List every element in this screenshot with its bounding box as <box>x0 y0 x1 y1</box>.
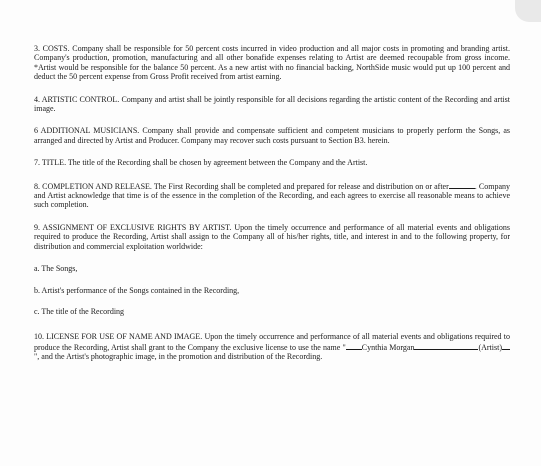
section-assignment: 9. ASSIGNMENT OF EXCLUSIVE RIGHTS BY ARTIST. Upon the timely occurrence and performance of all material events and obligations required to produce the Recording, Artist shall assign to the Company all of his/her rights, title, and interest in and to the following property, for distribution and commercial exploitation worldwide: <box>34 222 510 251</box>
name-blank-end <box>502 342 510 350</box>
name-blank-left <box>346 342 362 350</box>
completion-text-before: 8. COMPLETION AND RELEASE. The First Recording shall be completed and prepared for release and distribution on or after <box>34 181 449 191</box>
contract-text <box>34 44 510 375</box>
license-text-after: ", and the Artist's photographic image, in the promotion and distribution of the Recording. <box>34 352 323 362</box>
artist-name: Cynthia Morgan <box>361 342 415 352</box>
section-title: 7. TITLE. The title of the Recording shall be chosen by agreement between the Company and the Artist. <box>34 158 368 168</box>
artist-label: (Artist) <box>478 342 502 352</box>
section-costs: 3. COSTS. Company shall be responsible for 50 percent costs incurred in video production and all major costs in promoting and branding artist. Company's production, promotion, manufacturing and all other bonafide expenses relating to Artist are deemed recoupable from gross income. *Artist would be responsible for the balance 50 percent. As a new artist with no financial backing, NorthSide music would put up 100 percent and deduct the 50 percent expense from Gross Profit received from artist earning. <box>34 44 510 82</box>
section-artistic-control: 4. ARTISTIC CONTROL. Company and artist shall be jointly responsible for all decisions regarding the artistic content of the Recording and artist image. <box>34 94 510 114</box>
name-blank-right <box>414 342 478 350</box>
section-license <box>34 332 510 361</box>
section-additional-musicians: 6 ADDITIONAL MUSICIANS. Company shall provide and compensate sufficient and competent musicians to properly perform the Songs, as arranged and directed by Artist and Producer. Company may recover such costs pursuant to Section B3. herein. <box>34 126 510 145</box>
list-item-songs: a. The Songs, <box>34 264 78 274</box>
date-blank <box>449 181 475 189</box>
section-completion <box>34 181 510 210</box>
list-item-performance: b. Artist's performance of the Songs contained in the Recording, <box>34 285 240 295</box>
corner-overlay <box>515 0 541 22</box>
license-text-before: 10. LICENSE FOR USE OF NAME AND IMAGE. Upon the timely occurrence and performance of all material events and obligations required to produce the Recording, Artist shall grant to the Company the exclusive license to use the name " <box>34 332 510 352</box>
completion-text-after: . Company and Artist acknowledge that time is of the essence in the completion of the Recording, and each agrees to exercise all reasonable means to achieve such completion. <box>34 181 510 210</box>
list-item-title: c. The title of the Recording <box>34 306 125 316</box>
